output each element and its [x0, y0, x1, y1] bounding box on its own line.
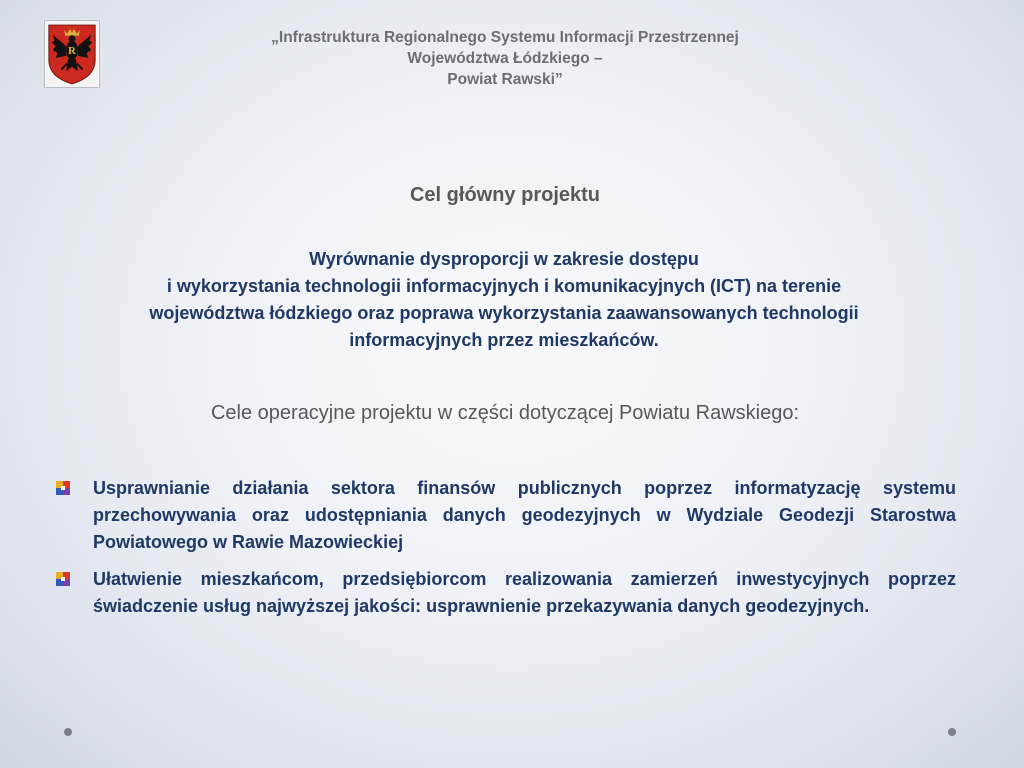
coat-of-arms-icon: [44, 20, 100, 88]
header-line-1: „Infrastruktura Regionalnego Systemu Informacji Przestrzennej: [271, 29, 739, 46]
main-goal-heading: Cel główny projektu: [409, 184, 601, 206]
colored-square-bullet-icon: [56, 572, 70, 586]
main-goal-line-4: informacyjnych przez mieszkańców.: [349, 330, 659, 350]
bullet-text-2: Ułatwienie mieszkańcom, przedsiębiorcom realizowania zamierzeń inwestycyjnych poprzez świadczenie usług najwyższej jakości: usprawnienie przekazywania danych geodezyjnych.: [93, 569, 956, 616]
main-goal-text: [44, 246, 964, 354]
main-goal-line-2: i wykorzystania technologii informacyjnych i komunikacyjnych (ICT) na terenie: [166, 276, 842, 296]
header-line-3: Powiat Rawski”: [447, 71, 563, 88]
presentation-header: [110, 27, 900, 90]
colored-square-bullet-icon: [56, 481, 70, 495]
list-item: [56, 475, 956, 556]
main-goal-line-3: województwa łódzkiego oraz poprawa wykorzystania zaawansowanych technologii: [149, 303, 859, 323]
slide-corner-dot-right: [948, 728, 956, 736]
operational-goals-list: [56, 475, 956, 630]
bullet-text-1: Usprawnianie działania sektora finansów publicznych poprzez informatyzację systemu przechowywania oraz udostępniania danych geodezyjnych w Wydziale Geodezji Starostwa Powiatowego w Rawie Mazowieckiej: [93, 478, 956, 552]
list-item: [56, 566, 956, 620]
slide-corner-dot-left: [64, 728, 72, 736]
crest-letter: R: [68, 46, 76, 57]
header-line-2: Województwa Łódzkiego –: [407, 50, 603, 67]
main-goal-line-1: Wyrównanie dysproporcji w zakresie dostępu: [309, 249, 699, 269]
operational-goals-heading: Cele operacyjne projektu w części dotyczącej Powiatu Rawskiego:: [210, 402, 800, 424]
